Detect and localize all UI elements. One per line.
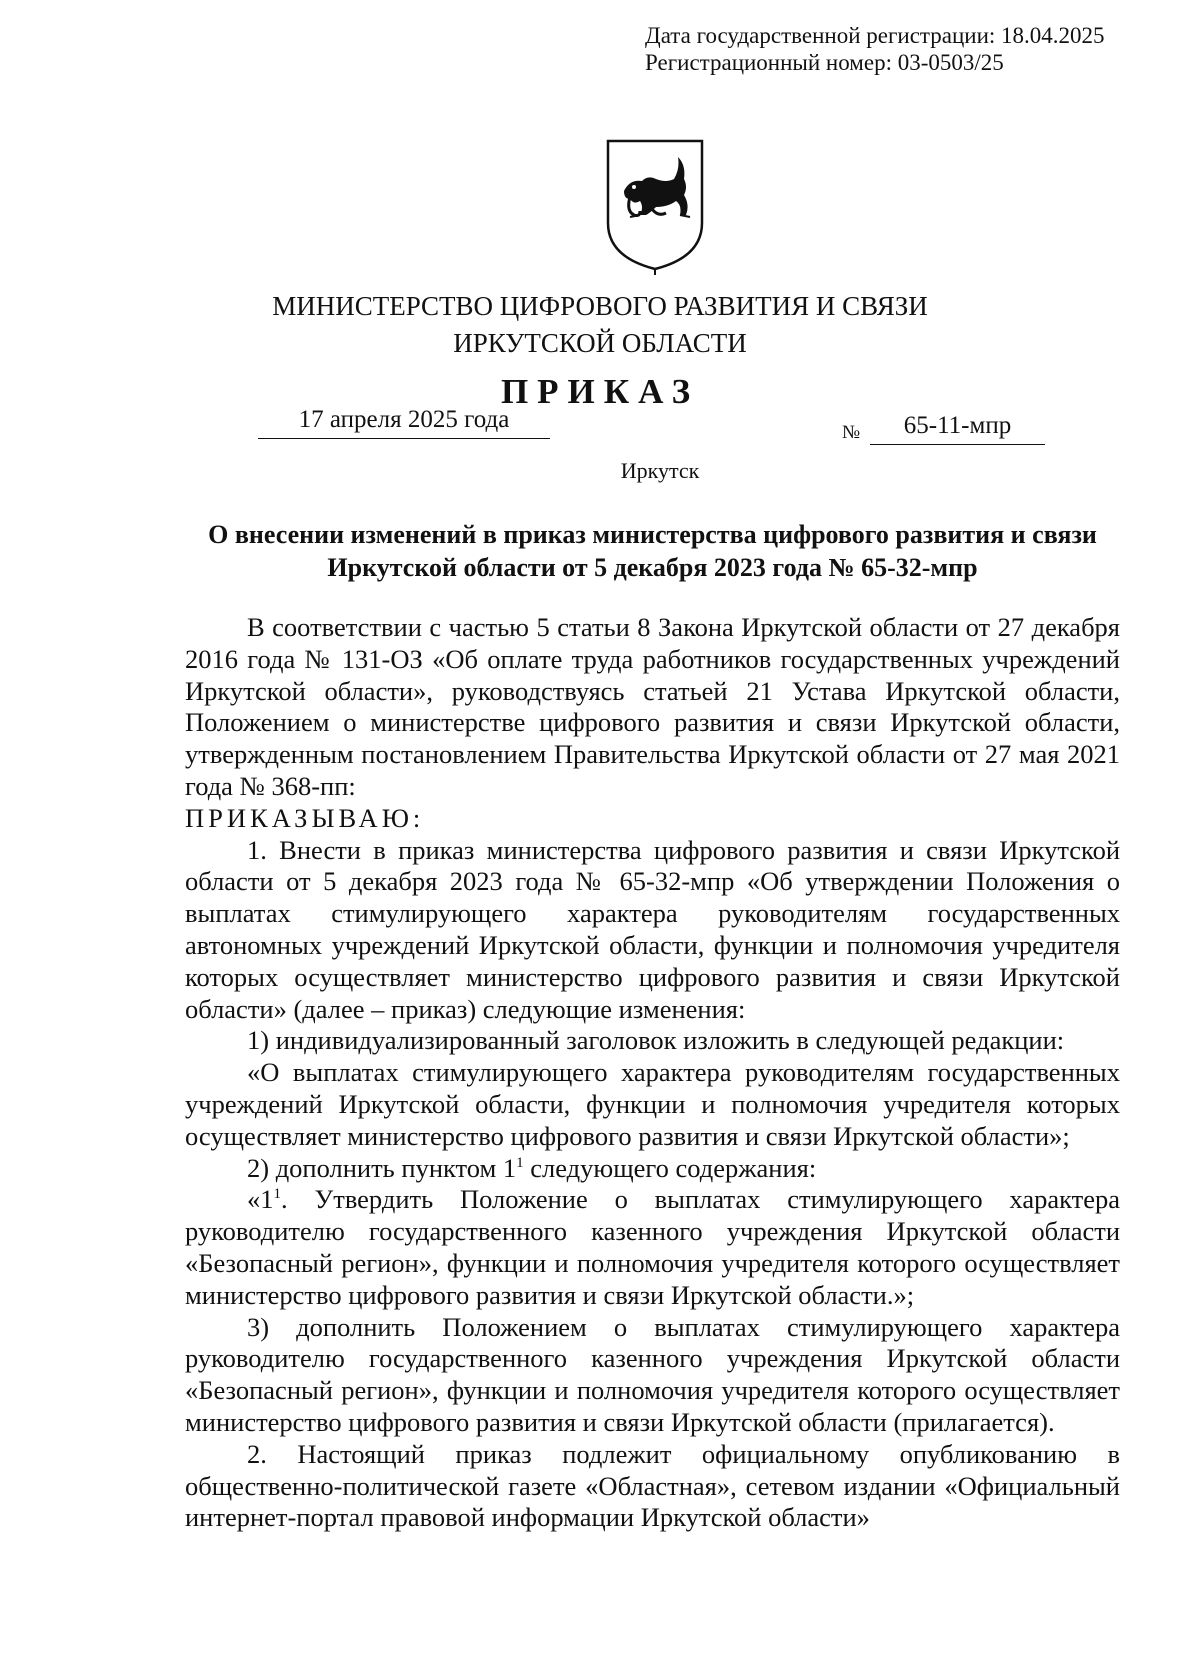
order-subject-line1: О внесении изменений в приказ министерства цифрового развития и связи (208, 520, 1097, 549)
order-number: 65-11-мпр (870, 412, 1045, 445)
subitem-2-quote-superscript: 1 (273, 1186, 281, 1203)
order-subject-line2: Иркутской области от 5 декабря 2023 года № 65-32-мпр (327, 553, 978, 582)
subitem-2-text-before: 2) дополнить пунктом 1 (247, 1152, 517, 1183)
irkutsk-coat-of-arms-icon (600, 135, 710, 275)
subitem-2-quote-after: . Утвердить Положение о выплатах стимулирующего характера руководителю государственного казенного учреждения Иркутской области «Безопасный регион», функции и полномочия учредителя которого осуществляет министерство цифрового развития и связи Иркутской области.»; (185, 1184, 1120, 1310)
order-number-label: № (842, 422, 861, 443)
subitem-2-superscript: 1 (516, 1154, 524, 1171)
ministry-name-line2: ИРКУТСКОЙ ОБЛАСТИ (453, 328, 747, 358)
subitem-1-quote: «О выплатах стимулирующего характера руководителям государственных учреждений Иркутской области, функции и полномочия учредителя которых осуществляет министерство цифрового развития и связи Иркутской области»; (185, 1057, 1120, 1151)
order-body (185, 612, 1120, 1534)
ministry-name-line1: МИНИСТЕРСТВО ЦИФРОВОГО РАЗВИТИЯ И СВЯЗИ (272, 291, 928, 321)
registration-number: Регистрационный номер: 03-0503/25 (645, 50, 1004, 75)
item-1-paragraph: 1. Внести в приказ министерства цифрового развития и связи Иркутской области от 5 декабря 2023 года № 65-32-мпр «Об утверждении Положения о выплатах стимулирующего характера руководителям государственных автономных учреждений Иркутской области, функции и полномочия учредителя которых осуществляет министерство цифрового развития и связи Иркутской области» (далее – приказ) следующие изменения: (185, 834, 1120, 1024)
document-type-title: ПРИКАЗ (500, 372, 700, 411)
registration-stamp (645, 22, 1105, 76)
preamble-paragraph: В соответствии с частью 5 статьи 8 Закона Иркутской области от 27 декабря 2016 года № 131-ОЗ «Об оплате труда работников государственных учреждений Иркутской области», руководствуясь статьей 21 Устава Иркутской области, Положением о министерстве цифрового развития и связи Иркутской области, утвержденным постановлением Правительства Иркутской области от 27 мая 2021 года № 368-пп: (185, 612, 1120, 801)
order-subject (185, 518, 1120, 584)
ministry-name (0, 288, 1200, 362)
city-name: Иркутск (620, 458, 700, 483)
registration-date: Дата государственной регистрации: 18.04.2025 (645, 23, 1105, 48)
subitem-2-quote (185, 1184, 1120, 1311)
subitem-3-paragraph: 3) дополнить Положением о выплатах стимулирующего характера руководителю государственного казенного учреждения Иркутской области «Безопасный регион», функции и полномочия учредителя которого осуществляет министерство цифрового развития и связи Иркутской области (прилагается). (185, 1311, 1120, 1437)
item-2-paragraph: 2. Настоящий приказ подлежит официальному опубликованию в общественно-политической газете «Областная», сетевом издании «Официальный интернет-портал правовой информации Иркутской области» (185, 1438, 1120, 1533)
order-date: 17 апреля 2025 года (258, 406, 550, 439)
subitem-2-text-after: следующего содержания: (523, 1152, 817, 1183)
subitem-2-paragraph (185, 1153, 1120, 1185)
order-word: ПРИКАЗЫВАЮ: (185, 802, 425, 833)
subitem-1-paragraph: 1) индивидуализированный заголовок изложить в следующей редакции: (247, 1025, 1065, 1056)
subitem-2-quote-before: «1 (247, 1184, 274, 1215)
